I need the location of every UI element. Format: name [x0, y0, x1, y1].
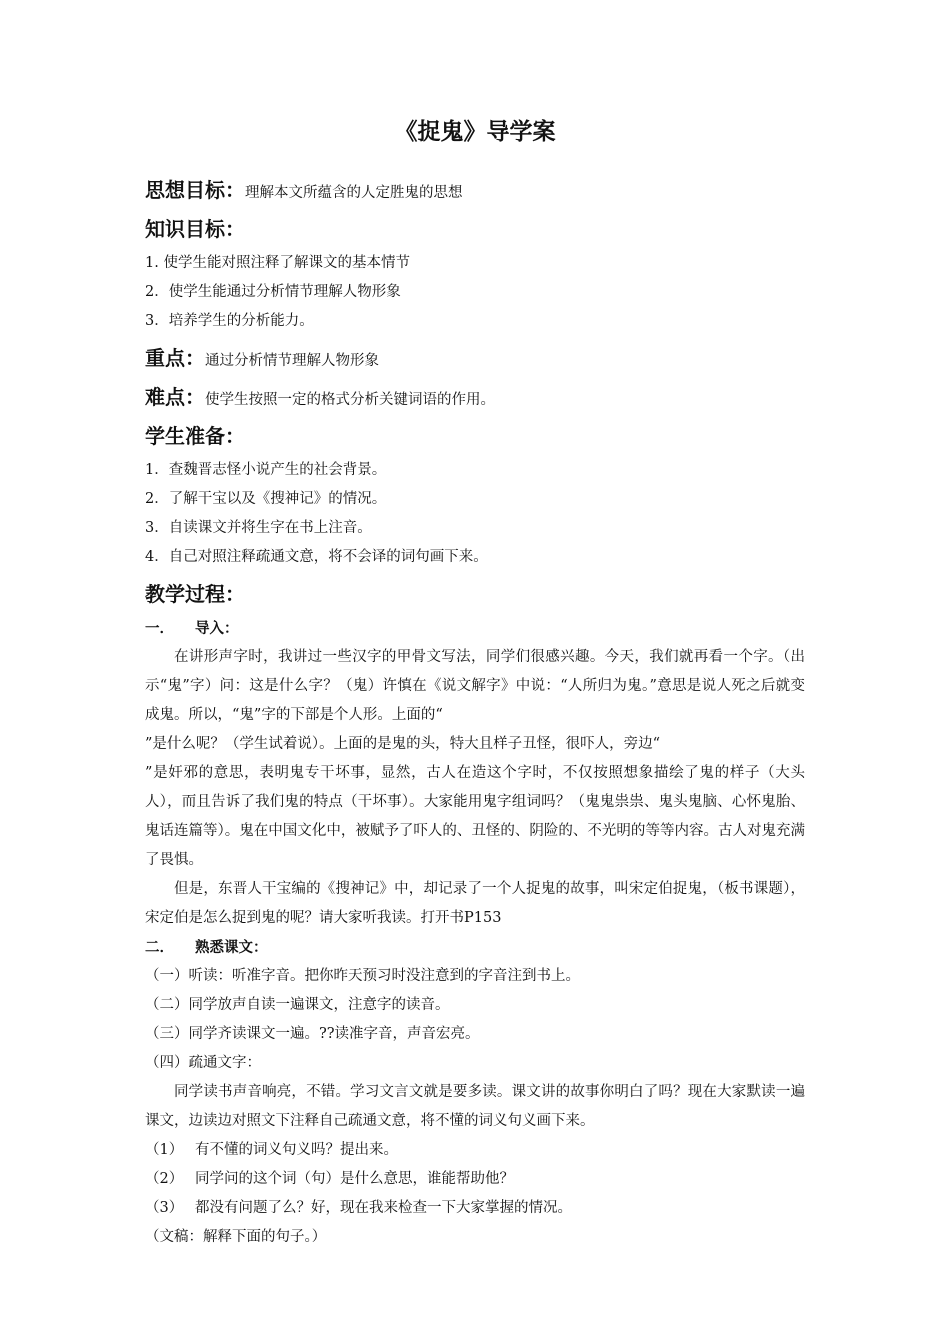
question-text: 有不懂的词义句义吗？提出来。 — [195, 1142, 398, 1158]
preparation-item: 3．自读课文并将生字在书上注音。 — [145, 520, 372, 536]
question-item — [145, 1194, 805, 1223]
intro-paragraph: ”是什么呢？（学生试着说）。上面的是鬼的头，特大且样子丑怪，很吓人，旁边“ — [145, 736, 661, 752]
process-heading: 教学过程： — [145, 582, 245, 606]
section-number: 一． — [145, 620, 174, 637]
section-title: 导入： — [195, 620, 239, 637]
thought-goal-text: 理解本文所蕴含的人定胜鬼的思想 — [245, 185, 463, 201]
question-text: 都没有问题了么？好，现在我来检查一下大家掌握的情况。 — [195, 1200, 572, 1216]
step-item: （四）疏通文字： — [145, 1055, 261, 1071]
preparation-row — [145, 418, 805, 456]
knowledge-goal-row — [145, 211, 805, 249]
step-item: （一）听读：听准字音。把你昨天预习时没注意到的字音注到书上。 — [145, 968, 580, 984]
intro-paragraph: 但是，东晋人干宝编的《搜神记》中，却记录了一个人捉鬼的故事，叫宋定伯捉鬼，（板书课题），宋定伯是怎么捉到鬼的呢？请大家听我读。打开书P153 — [145, 881, 805, 926]
document-body — [145, 172, 805, 1252]
step-item: （三）同学齐读课文一遍。??读准字音，声音宏亮。 — [145, 1026, 480, 1042]
section-title: 熟悉课文： — [195, 939, 268, 956]
preparation-item: 4．自己对照注释疏通文意，将不会译的词句画下来。 — [145, 549, 488, 565]
section-heading — [145, 933, 805, 962]
key-point-row — [145, 340, 805, 379]
note-text: （文稿：解释下面的句子。） — [145, 1229, 327, 1245]
question-text: 同学问的这个词（句）是什么意思，谁能帮助他？ — [195, 1171, 514, 1187]
question-number: （3） — [145, 1200, 184, 1216]
question-item — [145, 1165, 805, 1194]
step-item: （二）同学放声自读一遍课文，注意字的读音。 — [145, 997, 450, 1013]
preparation-item: 1．查魏晋志怪小说产生的社会背景。 — [145, 462, 387, 478]
section-number: 二． — [145, 939, 174, 956]
key-point-heading: 重点： — [145, 346, 205, 370]
knowledge-goal-heading: 知识目标： — [145, 217, 245, 241]
document-title: 《捉鬼》导学案 — [394, 118, 556, 145]
process-row — [145, 576, 805, 614]
difficulty-heading: 难点： — [145, 385, 205, 409]
knowledge-goal-item: 2．使学生能通过分析情节理解人物形象 — [145, 284, 401, 300]
difficulty-text: 使学生按照一定的格式分析关键词语的作用。 — [205, 392, 495, 408]
question-number: （2） — [145, 1171, 184, 1187]
knowledge-goal-item: 3．培养学生的分析能力。 — [145, 313, 314, 329]
question-item — [145, 1136, 805, 1165]
preparation-item: 2．了解干宝以及《搜神记》的情况。 — [145, 491, 387, 507]
preparation-heading: 学生准备： — [145, 424, 245, 448]
section-heading — [145, 614, 805, 643]
thought-goal-heading: 思想目标： — [145, 178, 245, 202]
key-point-text: 通过分析情节理解人物形象 — [205, 353, 379, 369]
question-number: （1） — [145, 1142, 184, 1158]
intro-paragraph: 在讲形声字时，我讲过一些汉字的甲骨文写法，同学们很感兴趣。今天，我们就再看一个字。（出示“鬼”字）问：这是什么字？（鬼）许慎在《说文解字》中说：“人所归为鬼。”意思是说人死之后就变成鬼。所以，“鬼”字的下部是个人形。上面的“ — [145, 649, 805, 723]
thought-goal-row — [145, 172, 805, 211]
difficulty-row — [145, 379, 805, 418]
knowledge-goal-item: 1. 使学生能对照注释了解课文的基本情节 — [145, 255, 410, 271]
intro-paragraph: ”是奸邪的意思，表明鬼专干坏事，显然，古人在造这个字时，不仅按照想象描绘了鬼的样子（大头人），而且告诉了我们鬼的特点（干坏事）。大家能用鬼字组词吗？（鬼鬼祟祟、鬼头鬼脑、心怀鬼胎、鬼话连篇等）。鬼在中国文化中，被赋予了吓人的、丑怪的、阴险的、不光明的等等内容。古人对鬼充满了畏惧。 — [145, 765, 805, 868]
reading-paragraph: 同学读书声音响亮，不错。学习文言文就是要多读。课文讲的故事你明白了吗？现在大家默读一遍课文，边读边对照文下注释自己疏通文意，将不懂的词义句义画下来。 — [145, 1084, 805, 1129]
